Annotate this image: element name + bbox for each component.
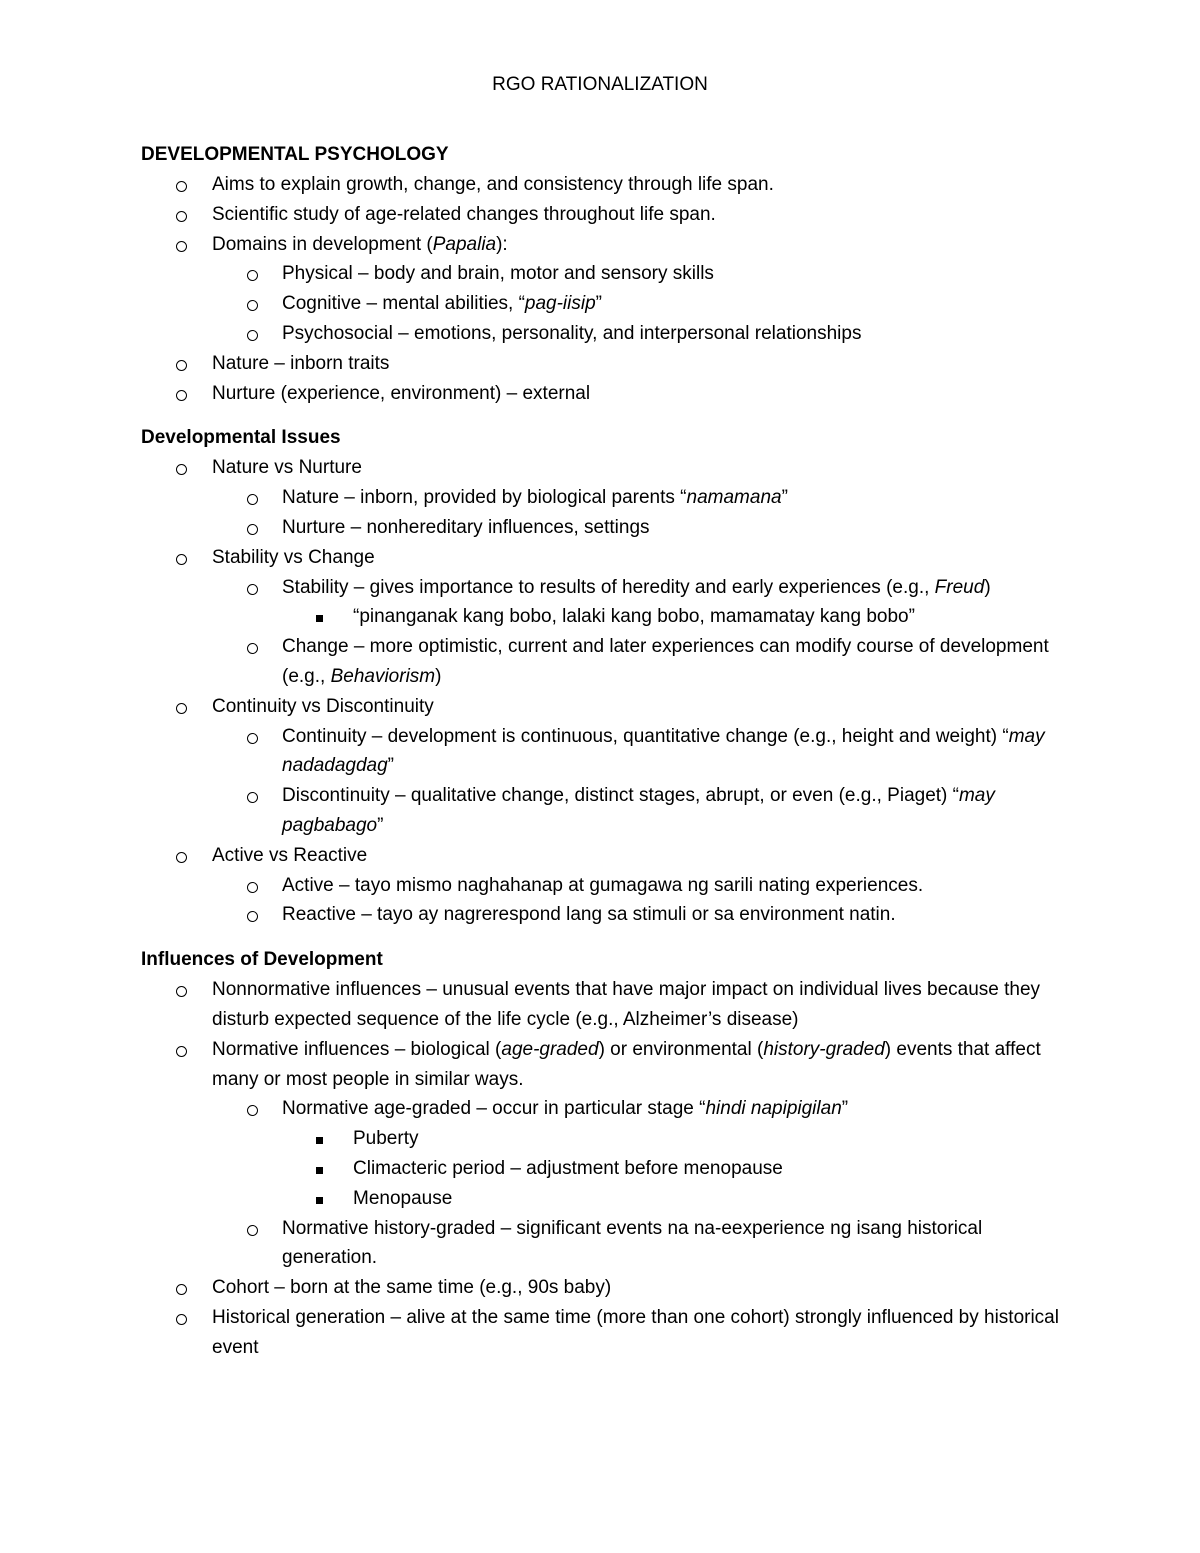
section-heading: DEVELOPMENTAL PSYCHOLOGY [141,144,449,165]
circle-bullet-icon [247,722,258,754]
list-item: Historical generation – alive at the same time (more than one cohort) strongly influenced by historical event [141,1303,1071,1363]
circle-bullet-icon [247,573,258,605]
list-item: Domains in development (Papalia): [141,230,1071,260]
list-item: Puberty [141,1124,1071,1154]
list-item: Discontinuity – qualitative change, distinct stages, abrupt, or even (e.g., Piaget) “may pagbabago” [141,781,1071,841]
list-item: Physical – body and brain, motor and sensory skills [141,259,1071,289]
circle-bullet-icon [176,379,187,411]
circle-bullet-icon [176,200,187,232]
list-item: Scientific study of age-related changes throughout life span. [141,200,1071,230]
document-title: RGO RATIONALIZATION [492,74,708,95]
circle-bullet-icon [176,349,187,381]
section-developmental-psychology [141,140,1071,408]
list-item: Active vs Reactive [141,841,1071,871]
section-heading: Developmental Issues [141,427,341,449]
circle-bullet-icon [176,975,187,1007]
list-item: Nurture – nonhereditary influences, settings [141,513,1071,543]
circle-bullet-icon [247,259,258,291]
list-item: Normative influences – biological (age-graded) or environmental (history-graded) events that affect many or most people in similar ways. [141,1035,1071,1095]
square-bullet-icon [316,602,323,632]
circle-bullet-icon [176,1303,187,1335]
circle-bullet-icon [176,170,187,202]
circle-bullet-icon [176,230,187,262]
list-item: Stability – gives importance to results of heredity and early experiences (e.g., Freud) [141,573,1071,603]
section-heading: Influences of Development [141,949,383,971]
list-item: Active – tayo mismo naghahanap at gumagawa ng sarili nating experiences. [141,871,1071,901]
square-bullet-icon [316,1154,323,1184]
circle-bullet-icon [247,319,258,351]
list-item: Cohort – born at the same time (e.g., 90s baby) [141,1273,1071,1303]
list-item: Nonnormative influences – unusual events that have major impact on individual lives because they disturb expected sequence of the life cycle (e.g., Alzheimer’s disease) [141,975,1071,1035]
circle-bullet-icon [176,692,187,724]
bullet-list [141,453,1071,930]
list-item: Reactive – tayo ay nagrerespond lang sa stimuli or sa environment natin. [141,900,1071,930]
circle-bullet-icon [176,543,187,575]
list-item: Normative age-graded – occur in particular stage “hindi napipigilan” [141,1094,1071,1124]
square-bullet-icon [316,1184,323,1214]
list-item: “pinanganak kang bobo, lalaki kang bobo, mamamatay kang bobo” [141,602,1071,632]
list-item: Nature vs Nurture [141,453,1071,483]
section-influences-of-development [141,945,1071,1362]
document-body [141,140,1071,1362]
circle-bullet-icon [176,453,187,485]
circle-bullet-icon [247,781,258,813]
circle-bullet-icon [247,483,258,515]
list-item: Nurture (experience, environment) – external [141,379,1071,409]
list-item: Continuity – development is continuous, quantitative change (e.g., height and weight) “may nadadagdag” [141,722,1071,782]
circle-bullet-icon [176,1273,187,1305]
list-item: Nature – inborn traits [141,349,1071,379]
circle-bullet-icon [176,1035,187,1067]
circle-bullet-icon [247,513,258,545]
bullet-list [141,170,1071,408]
list-item: Climacteric period – adjustment before menopause [141,1154,1071,1184]
circle-bullet-icon [247,900,258,932]
square-bullet-icon [316,1124,323,1154]
list-item: Nature – inborn, provided by biological parents “namamana” [141,483,1071,513]
list-item: Aims to explain growth, change, and consistency through life span. [141,170,1071,200]
list-item: Change – more optimistic, current and later experiences can modify course of development (e.g., Behaviorism) [141,632,1071,692]
list-item: Psychosocial – emotions, personality, and interpersonal relationships [141,319,1071,349]
list-item: Cognitive – mental abilities, “pag-iisip” [141,289,1071,319]
circle-bullet-icon [247,289,258,321]
list-item: Continuity vs Discontinuity [141,692,1071,722]
bullet-list [141,975,1071,1362]
section-developmental-issues [141,423,1071,930]
circle-bullet-icon [247,1094,258,1126]
circle-bullet-icon [247,871,258,903]
list-item: Stability vs Change [141,543,1071,573]
circle-bullet-icon [247,632,258,664]
circle-bullet-icon [247,1214,258,1246]
circle-bullet-icon [176,841,187,873]
list-item: Menopause [141,1184,1071,1214]
list-item: Normative history-graded – significant events na na-eexperience ng isang historical generation. [141,1214,1071,1274]
